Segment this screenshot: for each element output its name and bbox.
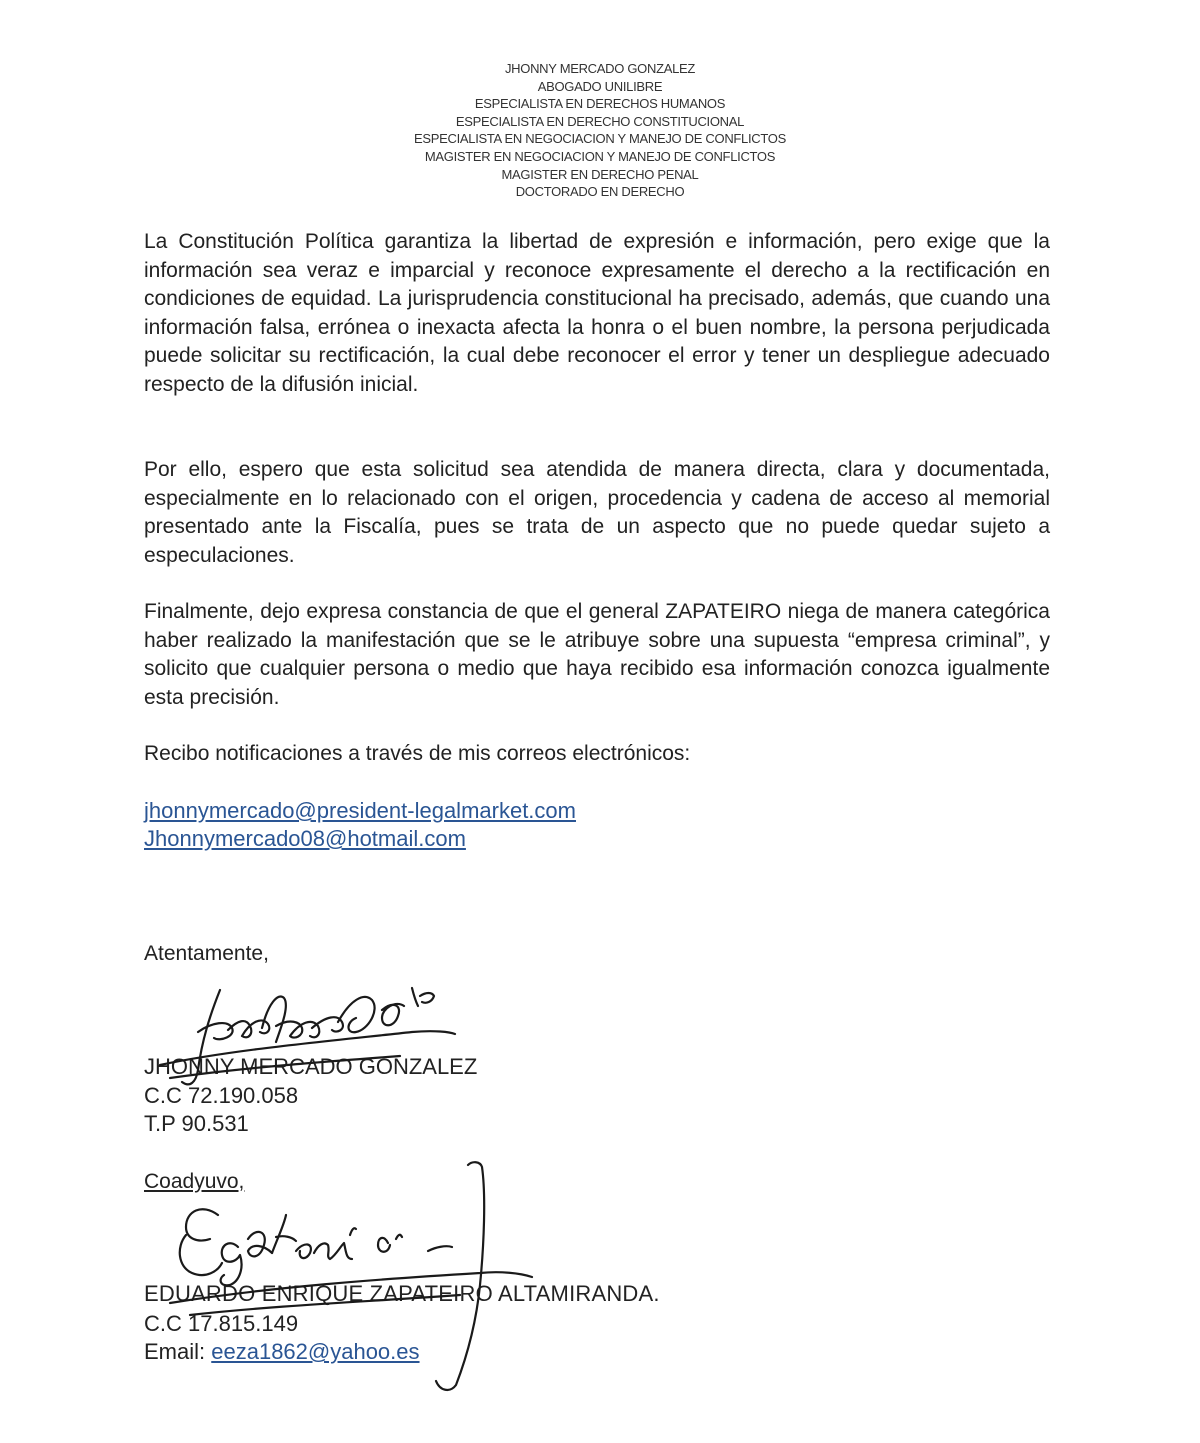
body-paragraph-final: Finalmente, dejo expresa constancia de que el general ZAPATEIRO niega de manera categórica haber realizado la manifestación que se le atribuye sobre una supuesta “empresa criminal”, y solicito que cualquier persona o medio que haya recibido esa información conozca igualmente esta precisión. bbox=[144, 600, 1050, 709]
body-paragraph-notifications: Recibo notificaciones a través de mis correos electrónicos: bbox=[144, 742, 691, 765]
signer-2-email-label: Email: bbox=[144, 1339, 206, 1364]
letterhead-line: MAGISTER EN NEGOCIACION Y MANEJO DE CONFLICTOS bbox=[424, 148, 776, 164]
letterhead-line: ABOGADO UNILIBRE bbox=[537, 78, 663, 94]
letterhead-line: ESPECIALISTA EN DERECHO CONSTITUCIONAL bbox=[455, 113, 745, 129]
coadyuvo-label: Coadyuvo, bbox=[144, 1170, 245, 1193]
closing-salutation: Atentamente, bbox=[144, 942, 269, 965]
signer-2-email-link[interactable]: eeza1862@yahoo.es bbox=[211, 1339, 420, 1364]
signer-1-id: C.C 72.190.058 bbox=[144, 1083, 299, 1108]
email-link-primary[interactable]: jhonnymercado@president-legalmarket.com bbox=[144, 798, 576, 823]
letterhead-line: JHONNY MERCADO GONZALEZ bbox=[504, 61, 696, 76]
signer-2-email-line bbox=[144, 1338, 420, 1366]
signer-1-professional-card: T.P 90.531 bbox=[144, 1111, 249, 1136]
email-link-secondary[interactable]: Jhonnymercado08@hotmail.com bbox=[144, 826, 466, 851]
letterhead-line: ESPECIALISTA EN NEGOCIACION Y MANEJO DE CONFLICTOS bbox=[414, 131, 786, 147]
letterhead bbox=[0, 60, 1200, 201]
signer-2-name: EDUARDO ENRIQUE ZAPATEIRO ALTAMIRANDA. bbox=[144, 1281, 660, 1306]
letterhead-line: ESPECIALISTA EN DERECHOS HUMANOS bbox=[474, 96, 726, 112]
signer-1-name: JHONNY MERCADO GONZALEZ bbox=[144, 1054, 478, 1079]
letterhead-line: MAGISTER EN DERECHO PENAL bbox=[501, 166, 699, 182]
letterhead-line: DOCTORADO EN DERECHO bbox=[515, 184, 685, 200]
signer-2-id: C.C 17.815.149 bbox=[144, 1311, 299, 1336]
body-paragraph-constitution: La Constitución Política garantiza la libertad de expresión e información, pero exige que la información sea veraz e imparcial y reconoce expresamente el derecho a la rectificación en condiciones de equidad. La jurisprudencia constitucional ha precisado, además, que cuando una información falsa, errónea o inexacta afecta la honra o el buen nombre, la persona perjudicada puede solicitar su rectificación, la cual debe reconocer el error y tener un despliegue adecuado respecto de la difusión inicial. bbox=[144, 230, 1050, 396]
body-paragraph-request: Por ello, espero que esta solicitud sea atendida de manera directa, clara y documentada, especialmente en lo relacionado con el origen, procedencia y cadena de acceso al memorial presentado ante la Fiscalía, pues se trata de un aspecto que no puede quedar sujeto a especulaciones. bbox=[144, 458, 1050, 567]
